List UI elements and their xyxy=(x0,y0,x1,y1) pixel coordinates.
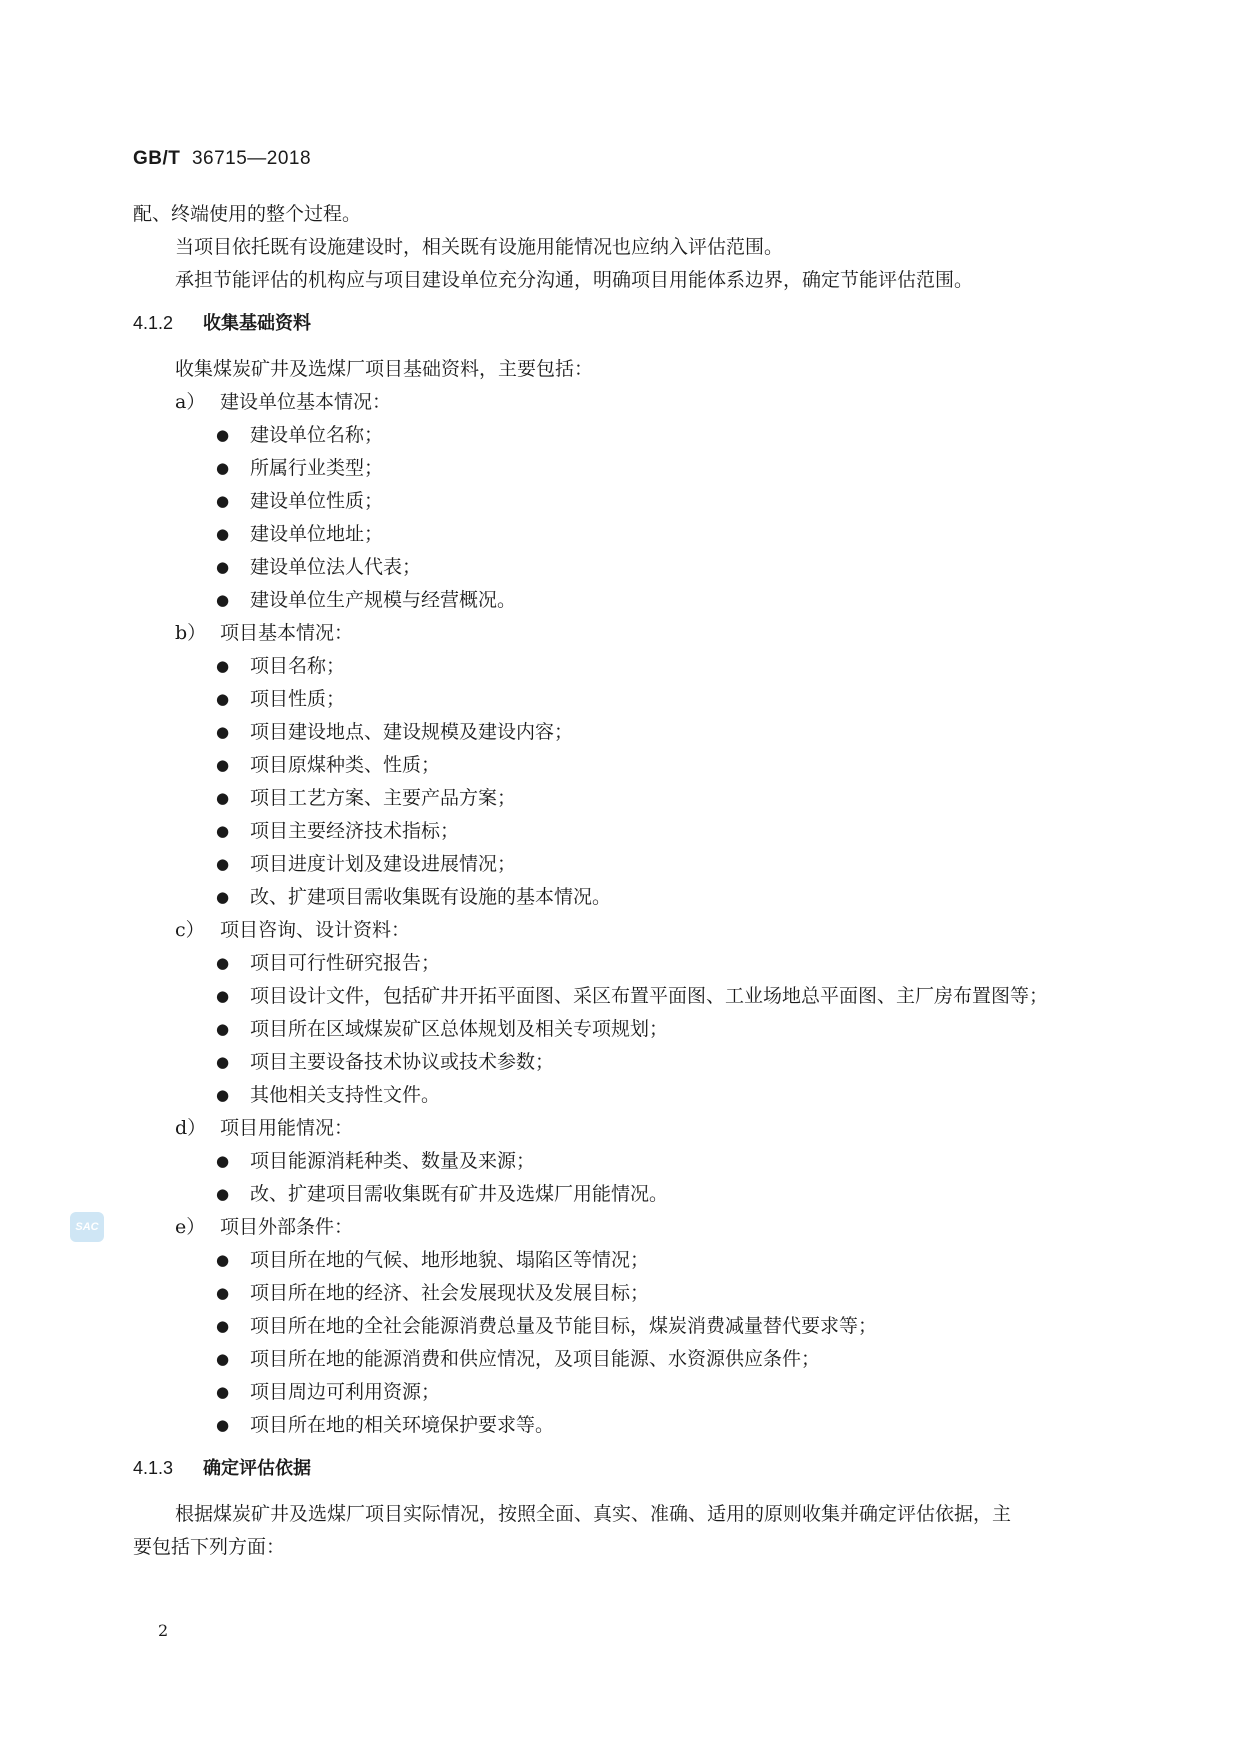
sac-watermark-logo: SAC xyxy=(70,1212,104,1242)
list-item-text: 改、扩建项目需收集既有设施的基本情况。 xyxy=(250,886,612,908)
bullet-icon: ● xyxy=(216,822,230,840)
list-group-title xyxy=(133,617,1108,650)
list-group-text: 项目用能情况： xyxy=(220,1117,354,1139)
bullet-icon: ● xyxy=(216,1317,230,1335)
bullet-icon: ● xyxy=(216,1053,230,1071)
list-item-text: 项目所在地的全社会能源消费总量及节能目标，煤炭消费减量替代要求等； xyxy=(250,1315,878,1337)
bullet-icon: ● xyxy=(216,591,230,609)
page-content xyxy=(133,198,1108,1564)
list-group-text: 项目基本情况： xyxy=(220,622,354,644)
intro-line-1: 配、终端使用的整个过程。 xyxy=(133,203,362,225)
intro-line-3: 承担节能评估的机构应与项目建设单位充分沟通，明确项目用能体系边界，确定节能评估范围。 xyxy=(175,269,974,291)
list-item-text: 所属行业类型； xyxy=(250,457,384,479)
bullet-icon: ● xyxy=(216,723,230,741)
list-item xyxy=(133,452,1108,485)
list-group-text: 项目咨询、设计资料： xyxy=(220,919,411,941)
page-number: 2 xyxy=(158,1621,169,1640)
bullet-icon: ● xyxy=(216,690,230,708)
list-item xyxy=(133,1277,1108,1310)
list-item-text: 项目所在地的能源消费和供应情况，及项目能源、水资源供应条件； xyxy=(250,1348,821,1370)
bullet-icon: ● xyxy=(216,855,230,873)
list-item xyxy=(133,749,1108,782)
bullet-icon: ● xyxy=(216,525,230,543)
list-item xyxy=(133,1244,1108,1277)
section-number: 4.1.2 xyxy=(133,313,174,333)
list-item xyxy=(133,584,1108,617)
standard-number: 36715—2018 xyxy=(191,148,312,169)
list-item-text: 其他相关支持性文件。 xyxy=(250,1084,441,1106)
standard-code xyxy=(133,148,311,170)
intro-line-2: 当项目依托既有设施建设时，相关既有设施用能情况也应纳入评估范围。 xyxy=(175,236,784,258)
list-item-text: 建设单位性质； xyxy=(250,490,384,512)
bullet-icon: ● xyxy=(216,1284,230,1302)
section-number: 4.1.3 xyxy=(133,1458,174,1478)
list-item-text: 项目能源消耗种类、数量及来源； xyxy=(250,1150,536,1172)
section-4-1-2-lead: 收集煤炭矿井及选煤厂项目基础资料，主要包括： xyxy=(175,358,594,380)
list-group-text: 建设单位基本情况： xyxy=(220,391,392,413)
list-item xyxy=(133,1079,1108,1112)
list-item-text: 项目主要设备技术协议或技术参数； xyxy=(250,1051,555,1073)
bullet-icon: ● xyxy=(216,1020,230,1038)
list-item-text: 项目所在区域煤炭矿区总体规划及相关专项规划； xyxy=(250,1018,669,1040)
list-item-text: 改、扩建项目需收集既有矿井及选煤厂用能情况。 xyxy=(250,1183,669,1205)
list-item xyxy=(133,518,1108,551)
requirement-list xyxy=(133,386,1108,1442)
list-group-label: d） xyxy=(175,1117,207,1139)
list-item-text: 项目工艺方案、主要产品方案； xyxy=(250,787,517,809)
list-group-title xyxy=(133,914,1108,947)
list-item-text: 项目建设地点、建设规模及建设内容； xyxy=(250,721,574,743)
list-group-title xyxy=(133,1112,1108,1145)
list-item xyxy=(133,1178,1108,1211)
section-4-1-3-heading xyxy=(133,1452,1108,1485)
bullet-icon: ● xyxy=(216,1251,230,1269)
section-4-1-2-heading xyxy=(133,307,1108,340)
list-item-text: 建设单位名称； xyxy=(250,424,384,446)
bullet-icon: ● xyxy=(216,492,230,510)
list-group-text: 项目外部条件： xyxy=(220,1216,354,1238)
bullet-icon: ● xyxy=(216,1383,230,1401)
list-item xyxy=(133,1376,1108,1409)
list-group-title xyxy=(133,1211,1108,1244)
list-item xyxy=(133,1145,1108,1178)
section-4-1-3-body-line-2: 要包括下列方面： xyxy=(133,1536,286,1558)
list-item-text: 建设单位法人代表； xyxy=(250,556,422,578)
list-item xyxy=(133,419,1108,452)
list-item-text: 项目所在地的经济、社会发展现状及发展目标； xyxy=(250,1282,650,1304)
section-4-1-3-body-line-1: 根据煤炭矿井及选煤厂项目实际情况，按照全面、真实、准确、适用的原则收集并确定评估依据，主 xyxy=(175,1503,1012,1525)
list-item xyxy=(133,1013,1108,1046)
bullet-icon: ● xyxy=(216,954,230,972)
bullet-icon: ● xyxy=(216,1350,230,1368)
list-item-text: 项目原煤种类、性质； xyxy=(250,754,441,776)
list-item-text: 项目名称； xyxy=(250,655,346,677)
list-item xyxy=(133,1046,1108,1079)
list-item-text: 建设单位地址； xyxy=(250,523,384,545)
list-group-label: c） xyxy=(175,919,205,941)
list-group-label: e） xyxy=(175,1216,206,1238)
list-item xyxy=(133,1310,1108,1343)
bullet-icon: ● xyxy=(216,756,230,774)
section-title: 确定评估依据 xyxy=(203,1458,311,1478)
list-item xyxy=(133,947,1108,980)
list-group-label: b） xyxy=(175,622,207,644)
bullet-icon: ● xyxy=(216,426,230,444)
list-item-text: 项目所在地的相关环境保护要求等。 xyxy=(250,1414,555,1436)
list-group-title xyxy=(133,386,1108,419)
list-item xyxy=(133,815,1108,848)
list-item-text: 项目设计文件，包括矿井开拓平面图、采区布置平面图、工业场地总平面图、主厂房布置图等； xyxy=(250,985,1049,1007)
list-item-text: 项目所在地的气候、地形地貌、塌陷区等情况； xyxy=(250,1249,650,1271)
bullet-icon: ● xyxy=(216,459,230,477)
list-item xyxy=(133,782,1108,815)
bullet-icon: ● xyxy=(216,1185,230,1203)
bullet-icon: ● xyxy=(216,1416,230,1434)
list-item xyxy=(133,551,1108,584)
list-item xyxy=(133,1409,1108,1442)
bullet-icon: ● xyxy=(216,558,230,576)
list-item-text: 建设单位生产规模与经营概况。 xyxy=(250,589,517,611)
bullet-icon: ● xyxy=(216,789,230,807)
list-item xyxy=(133,683,1108,716)
list-item xyxy=(133,485,1108,518)
list-item xyxy=(133,848,1108,881)
list-item xyxy=(133,881,1108,914)
list-item xyxy=(133,716,1108,749)
bullet-icon: ● xyxy=(216,1152,230,1170)
list-item-text: 项目性质； xyxy=(250,688,346,710)
list-item xyxy=(133,1343,1108,1376)
list-item-text: 项目进度计划及建设进展情况； xyxy=(250,853,517,875)
bullet-icon: ● xyxy=(216,987,230,1005)
list-item-text: 项目可行性研究报告； xyxy=(250,952,441,974)
section-title: 收集基础资料 xyxy=(203,313,311,333)
bullet-icon: ● xyxy=(216,888,230,906)
list-item-text: 项目周边可利用资源； xyxy=(250,1381,441,1403)
bullet-icon: ● xyxy=(216,1086,230,1104)
list-item xyxy=(133,650,1108,683)
bullet-icon: ● xyxy=(216,657,230,675)
list-item xyxy=(133,980,1108,1013)
list-item-text: 项目主要经济技术指标； xyxy=(250,820,460,842)
standard-prefix: GB/T xyxy=(133,148,181,169)
list-group-label: a） xyxy=(175,391,206,413)
